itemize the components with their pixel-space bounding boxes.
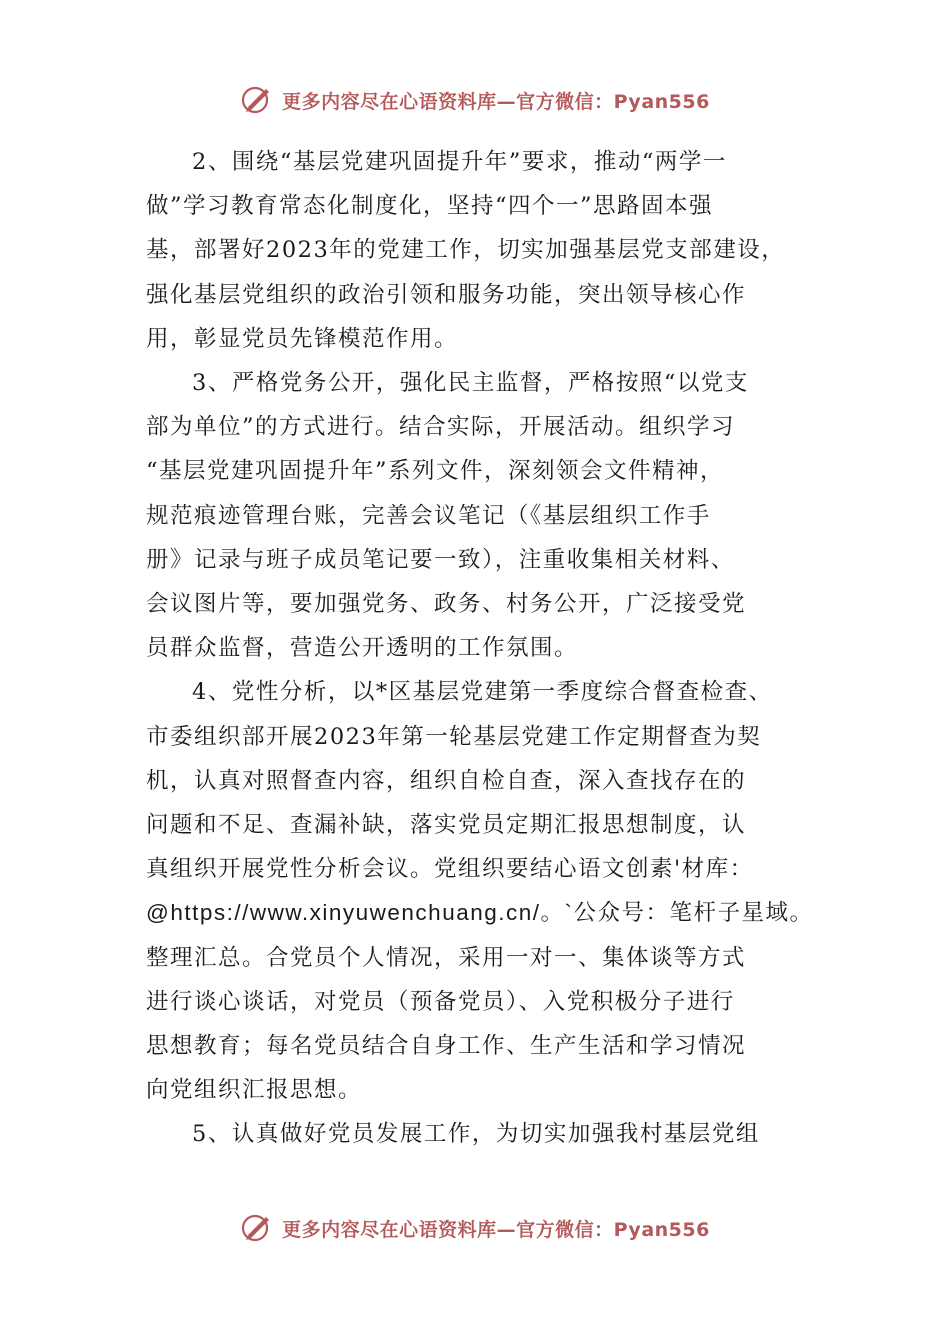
text-line: 员群众监督，营造公开透明的工作氛围。 — [146, 635, 579, 662]
text-line: “基层党建巩固提升年”系列文件，深刻领会文件精神， — [146, 458, 725, 485]
footer-banner-text: 更多内容尽在心语资料库—官方微信：Pyan556 — [282, 1218, 710, 1241]
text-line: 基，部署好2023年的党建工作，切实加强基层党支部建设， — [146, 237, 786, 264]
text-line: 3、严格党务公开，强化民主监督，严格按照“以党支 — [192, 370, 749, 397]
text-line: 会议图片等，要加强党务、政务、村务公开，广泛接受党 — [146, 591, 747, 618]
paragraph-2 — [146, 140, 810, 361]
text-line: 4、党性分析，以*区基层党建第一季度综合督查检查、 — [192, 679, 773, 706]
text-line: 机，认真对照督查内容，组织自检自查，深入查找存在的 — [146, 767, 747, 794]
text-line: 问题和不足、查漏补缺，落实党员定期汇报思想制度，认 — [146, 812, 747, 839]
url-text-line: @https://www.xinyuwenchuang.cn/。`公众号：笔杆子星域。 — [146, 900, 814, 926]
document-body — [146, 140, 814, 1157]
text-line: 进行谈心谈话，对党员（预备党员）、入党积极分子进行 — [146, 988, 735, 1015]
text-line: 思想教育；每名党员结合自身工作、生产生活和学习情况 — [146, 1033, 747, 1060]
text-line: 5、认真做好党员发展工作，为切实加强我村基层党组 — [192, 1121, 760, 1148]
text-line: 用，彰显党员先锋模范作用。 — [146, 325, 459, 352]
text-line: 真组织开展党性分析会议。党组织要结心语文创素'材库： — [146, 856, 754, 883]
header-banner-text: 更多内容尽在心语资料库—官方微信：Pyan556 — [282, 90, 710, 113]
footer-banner — [0, 1208, 950, 1248]
text-line: 市委组织部开展2023年第一轮基层党建工作定期督查为契 — [146, 723, 762, 750]
text-line: 部为单位”的方式进行。结合实际，开展活动。组织学习 — [146, 414, 736, 441]
text-line: 册》记录与班子成员笔记要一致），注重收集相关材料、 — [146, 546, 735, 573]
paragraph-5 — [146, 1112, 810, 1156]
text-line: 整理汇总。合党员个人情况，采用一对一、集体谈等方式 — [146, 944, 747, 971]
text-line: 做”学习教育常态化制度化，坚持“四个一”思路固本强 — [146, 193, 714, 220]
text-line: 2、围绕“基层党建巩固提升年”要求，推动“两学一 — [192, 149, 727, 175]
text-line: 向党组织汇报思想。 — [146, 1077, 363, 1104]
text-line: 规范痕迹管理台账，完善会议笔记（《基层组织工作手 — [146, 502, 711, 529]
paragraph-4 — [146, 670, 814, 1112]
pen-logo-icon — [240, 1211, 274, 1245]
pen-logo-icon — [240, 83, 274, 117]
text-line: 强化基层党组织的政治引领和服务功能，突出领导核心作 — [146, 281, 747, 308]
paragraph-3 — [146, 361, 810, 670]
header-banner — [0, 80, 950, 120]
